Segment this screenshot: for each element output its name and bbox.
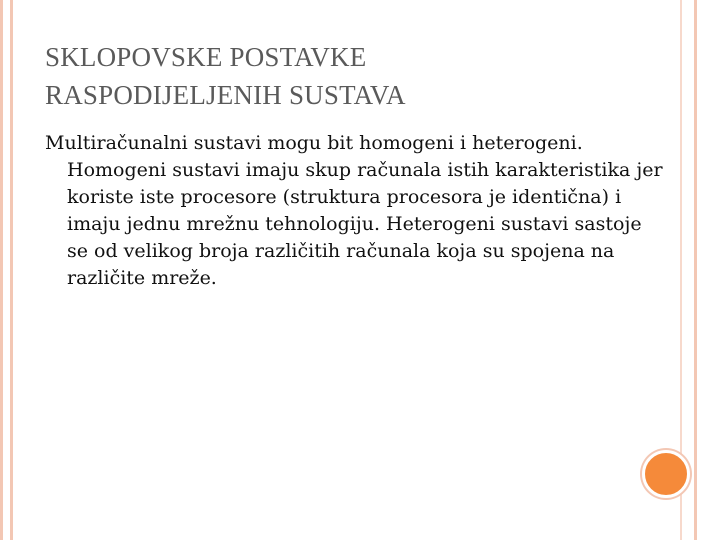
title-line-1: SKLOPOVSKE POSTAVKE xyxy=(45,42,367,72)
title-line-2: RASPODIJELJENIH SUSTAVA xyxy=(45,80,406,110)
right-border-outer xyxy=(694,0,697,540)
left-border-inner xyxy=(10,0,13,540)
left-border-outer xyxy=(0,0,3,540)
slide-body-text: Multiračunalni sustavi mogu bit homogeni i heterogeni. Homogeni sustavi imaju skup računala istih karakteristika jer koriste iste procesore (struktura procesora je identična) i imaju jednu mrežnu tehnologiju. Heterogeni sustavi sastoje se od velikog broja različitih računala koja su spojena na različite mreže. xyxy=(45,132,663,289)
decorative-circle-icon xyxy=(642,450,690,498)
slide-title xyxy=(45,38,665,114)
